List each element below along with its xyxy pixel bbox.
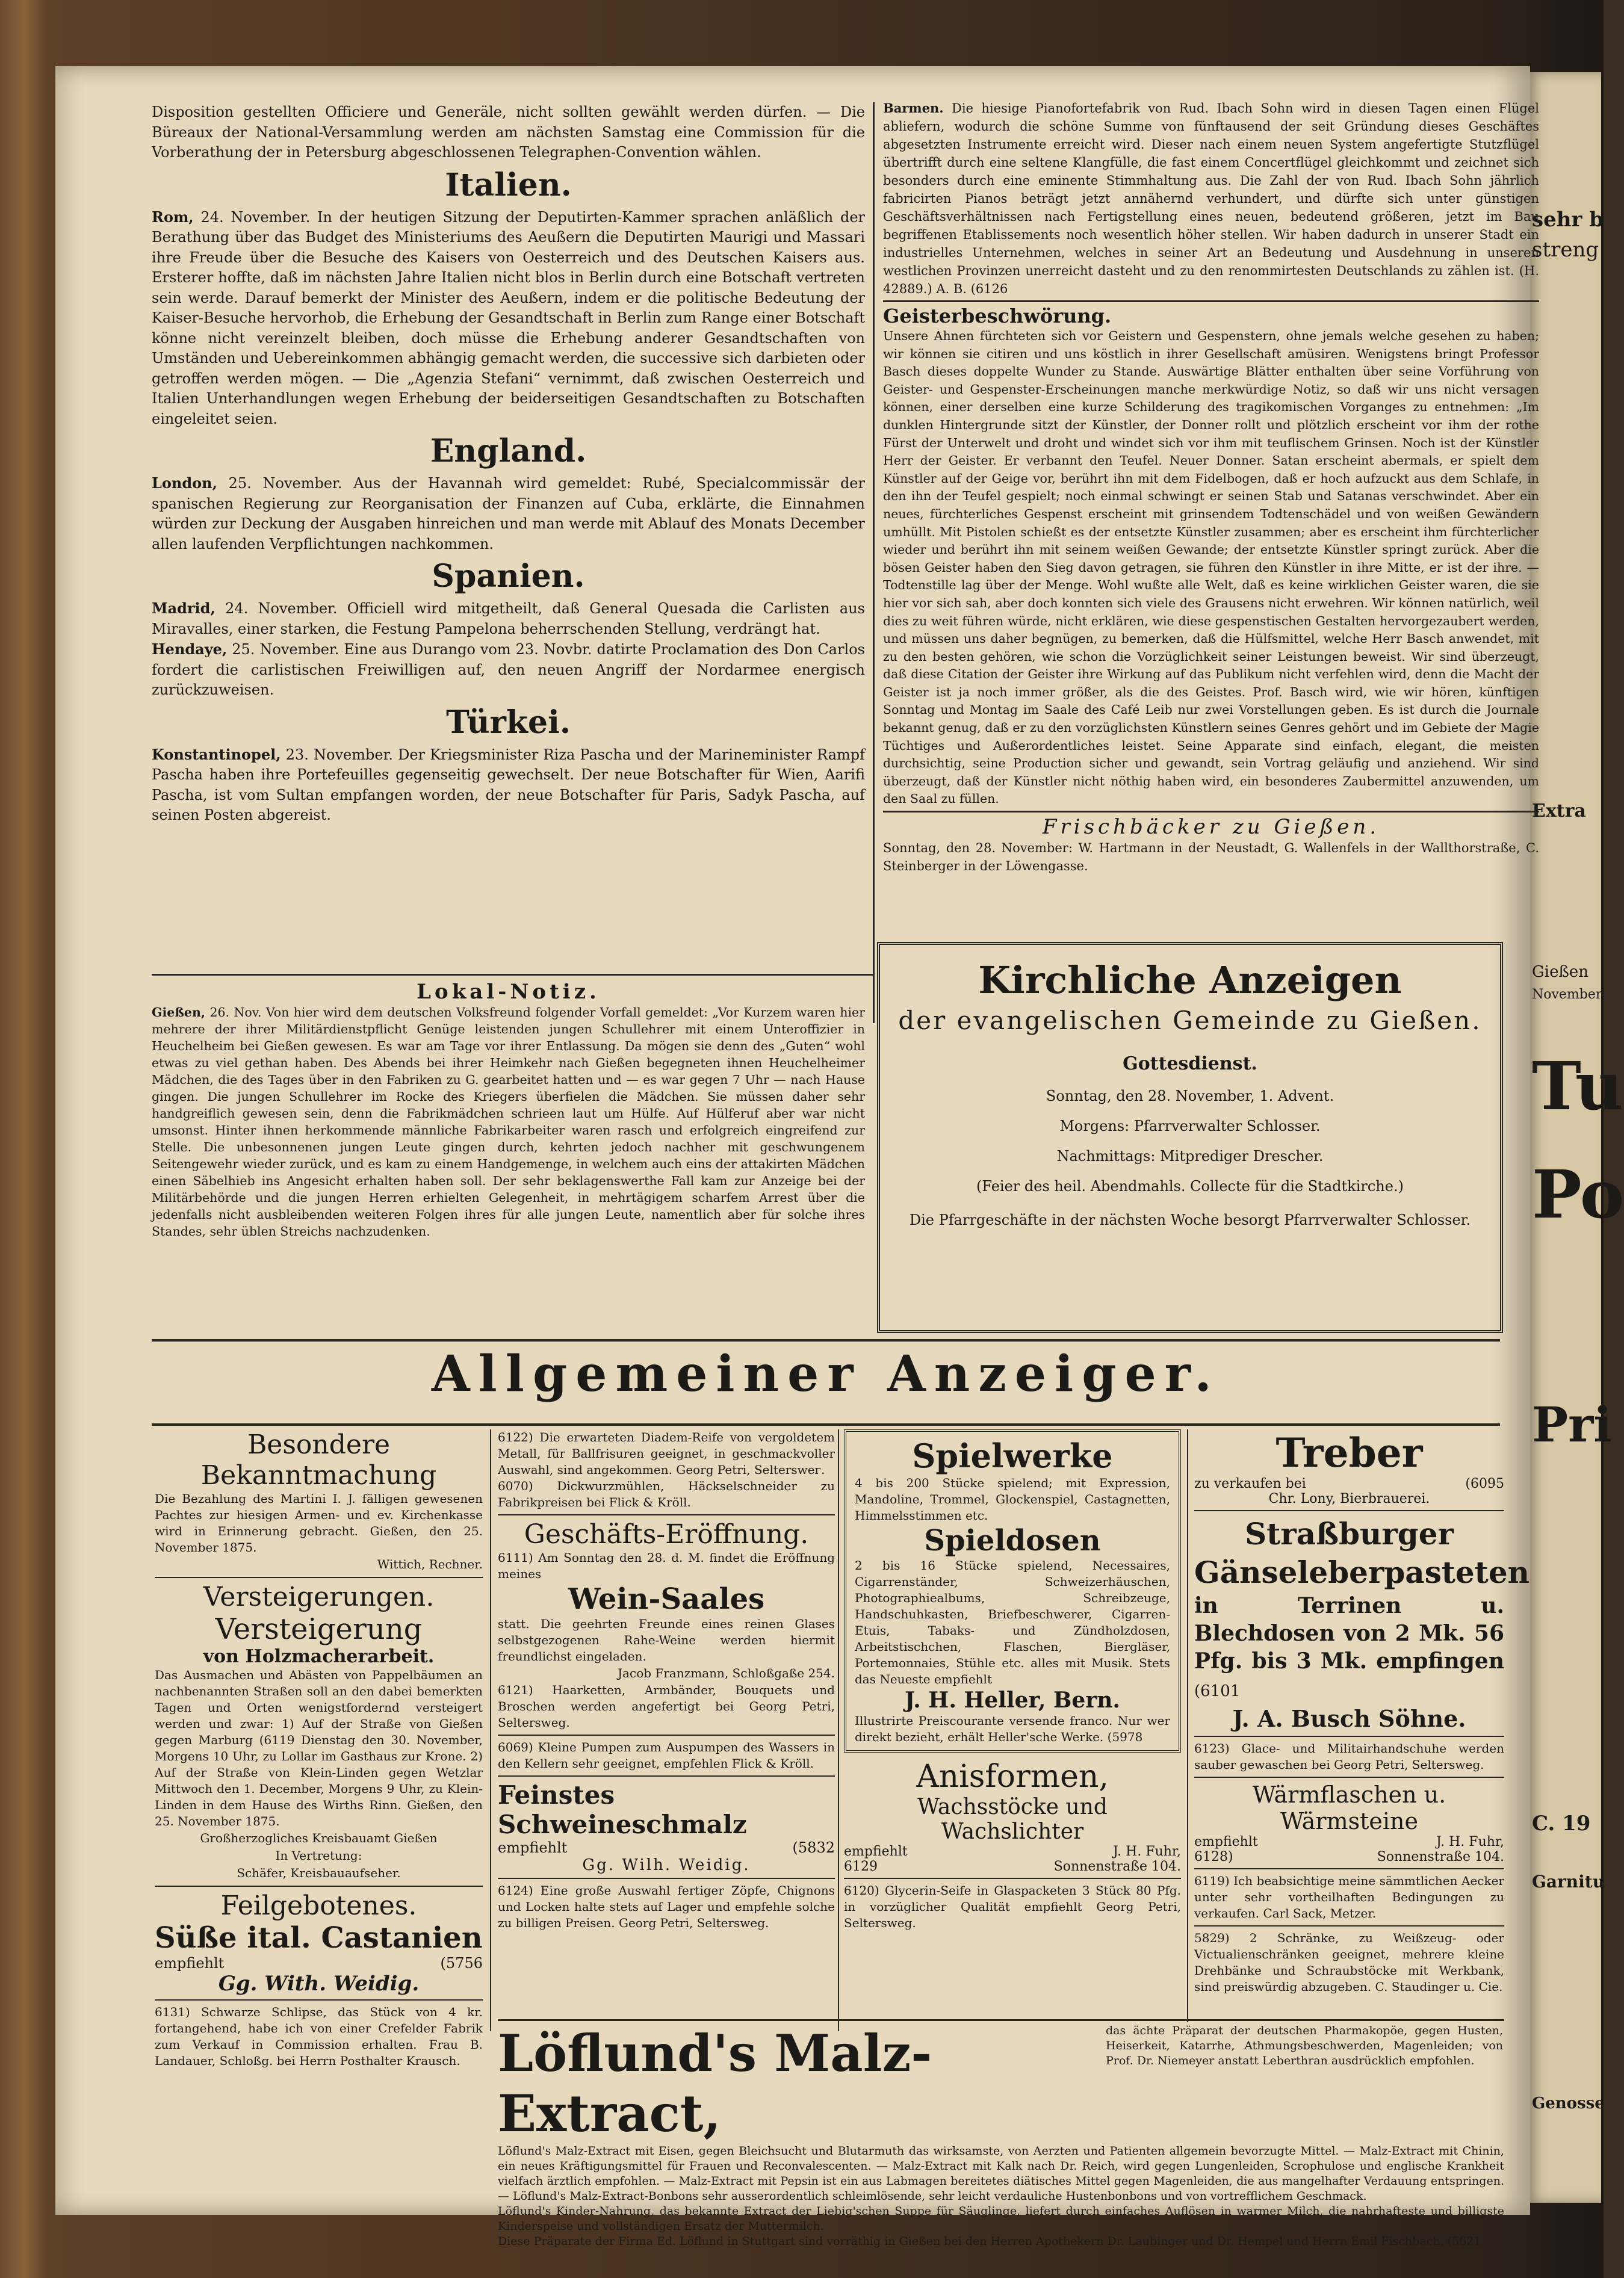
strip-text: Extra — [1532, 800, 1586, 822]
article-heading: Geisterbeschwörung. — [883, 305, 1112, 327]
ad-text: Löflund's Kinder-Nahrung, das bekannte Extract der Liebig'schen Suppe für Säuglinge, liefert durch einfaches Auflösen in warmer Milch, die nahrhafteste und billigste Kinderspeise und vollständigen Ersatz der Muttermilch. — [498, 2205, 1504, 2233]
ad-text: empfiehlt — [498, 1839, 568, 1856]
strip-text: sehr b — [1532, 208, 1604, 232]
ad-line — [1194, 1834, 1504, 1849]
ad-title: Wachsstöcke und Wachslichter — [917, 1795, 1108, 1844]
newspaper-page — [55, 66, 1539, 2248]
ads-column-3 — [844, 1429, 1181, 1931]
strip-text: November — [1532, 987, 1602, 1002]
ad-number: (6101 — [1194, 1682, 1241, 1700]
service-note: (Feier des heil. Abendmahls. Collecte für die Stadtkirche.) — [976, 1178, 1404, 1195]
ad-text: statt. Die geehrten Freunde eines reinen Glases selbstgezogenen Rahe-Weine werden hiermit freundlichst eingeladen. — [498, 1617, 835, 1664]
ad-number: 6128) — [1194, 1849, 1233, 1865]
ad-text: 6070) Dickwurzmühlen, Häckselschneider zu Fabrikpreisen bei Flick & Kröll. — [498, 1479, 835, 1509]
local-news — [152, 980, 865, 1240]
ad-text: das ächte Präparat der deutschen Pharmakopöe, gegen Husten, Heiserkeit, Katarrhe, Athmungsbeschwerden, Magenleiden; von Prof. Dr. Niemeyer anstatt Leberthran ausdrücklich empfohlen. — [1106, 2024, 1503, 2067]
ad-heading: Versteigerungen. — [203, 1582, 435, 1612]
ad-title: Wein-Saales — [568, 1582, 765, 1616]
church-subtitle: der evangelischen Gemeinde zu Gießen. — [898, 1006, 1482, 1035]
column-rule — [490, 1429, 491, 2031]
section-rule — [152, 974, 873, 976]
ad-text: 4 bis 200 Stücke spielend; mit Expression, Mandoline, Trommel, Glockenspiel, Castagnetten, Himmelsstimmen etc. — [855, 1476, 1170, 1523]
news-text: 25. November. Eine aus Durango vom 23. Novbr. datirte Proclamation des Don Carlos fordert die carlistischen Freiwilligen auf, den neuen Angriff der Nordarmee energisch zurückzuweisen. — [152, 641, 865, 698]
ad-number: (6126 — [970, 282, 1008, 296]
ad-authority: Großherzogliches Kreisbauamt Gießen — [200, 1831, 438, 1845]
ad-heading: Feilgebotenes. — [220, 1890, 417, 1921]
ad-merchant: Gg. With. Weidig. — [218, 1972, 420, 1996]
strip-text: Gießen — [1532, 963, 1588, 981]
ad-heading: Besondere Bekanntmachung — [200, 1429, 437, 1491]
lokal-heading: Lokal-Notiz. — [417, 980, 600, 1004]
ad-text: 6121) Haarketten, Armbänder, Bouquets und Broschen werden angefertigt bei Georg Petri, Seltersweg. — [498, 1683, 835, 1730]
malt-extract-ad — [498, 2023, 1504, 2249]
ad-text: 6111) Am Sonntag den 28. d. M. findet die Eröffnung meines — [498, 1550, 835, 1581]
news-text: 25. November. Aus der Havannah wird gemeldet: Rubé, Specialcommissär der spanischen Regierung zur Reorganisation der Finanzen auf Cuba, erklärte, die Einnahmen würden zur Deckung der Ausgaben hinreichen und man werde mit Ablauf des Monats December allen laufenden Verpflichtungen nachkommen. — [152, 475, 865, 552]
news-item — [883, 99, 1539, 298]
ad-title: Feinstes Schweineschmalz — [498, 1780, 747, 1839]
ad-title: Treber — [1275, 1429, 1423, 1476]
ad-number: (5621 — [1447, 2235, 1481, 2248]
ad-text: zu verkaufen bei — [1194, 1476, 1306, 1491]
ad-merchant: J. H. Heller, Bern. — [905, 1688, 1120, 1713]
ad-text: 6122) Die erwarteten Diadem-Reife von vergoldetem Metall, für Ballfrisuren geeignet, in geschmackvoller Auswahl, sind angekommen. Georg Petri, Selterswег. — [498, 1430, 835, 1477]
strip-text: streng — [1532, 238, 1599, 262]
dateline: London, — [152, 474, 217, 492]
ad-text — [855, 1713, 1170, 1745]
dateline: Rom, — [152, 208, 194, 226]
dateline: Gießen, — [152, 1005, 205, 1020]
ad-text: empfiehlt — [844, 1844, 908, 1859]
ad-title: Anisformen, — [916, 1759, 1109, 1795]
strip-text: C. 19 — [1532, 1812, 1591, 1836]
news-text: 24. November. In der heutigen Sitzung der Deputirten-Kammer sprachen anläßlich der Berathung über das Budget des Ministeriums des Aeußern die Deputirten Maurigi und Massari ihre Freude über die Besuche des Kaisers von Oesterreich und des Deutschen Kaisers aus. Ersterer hoffte, daß im nächsten Jahre Italien nicht blos in Berlin durch eine Botschaft vertreten sein werde. Darauf bemerkt der Minister des Aeußern, indem er die politische Bedeutung der Kaiser-Besuche hervorhob, die Erhebung der Gesandtschaft in Berlin zum Range einer Botschaft könne nicht vereinzelt bleiben, doch müsse die Erhebung anderer Gesandtschaften von Umständen und Uebereinkommen abhängig gemacht werden, die successive sich darbieten oder getroffen werden mögen. — Die „Agenzia Stefani“ vernimmt, daß zwischen Oesterreich und Italien Unterhandlungen wegen Erhebung der beiderseitigen Gesandtschaften zu Botschaften eingeleitet seien. — [152, 208, 865, 427]
ad-line — [844, 1859, 1181, 1874]
ad-number: (5832 — [792, 1839, 835, 1856]
signature: A. B. — [936, 282, 967, 296]
ad-text: Die Bezahlung des Martini I. J. fälligen gewesenen Pachtes zur hiesigen Armen- und ev. Kirchenkasse wird in Erinnerung gebracht. Gießen, den 25. November 1875. — [155, 1491, 483, 1555]
ad-text — [498, 2234, 1504, 2249]
right-news-column — [883, 99, 1539, 875]
ad-title: Süße ital. Castanien — [155, 1921, 483, 1955]
church-title: Kirchliche Anzeigen — [978, 958, 1402, 1002]
ad-subtitle: von Holzmacherarbeit. — [203, 1646, 435, 1667]
section-rule — [152, 1339, 1500, 1342]
section-rule — [498, 2019, 1504, 2021]
church-notice-box — [877, 942, 1503, 1333]
news-item — [152, 639, 865, 701]
ad-merchant: J. H. Fuhr, — [1113, 1844, 1181, 1859]
music-box-ad — [844, 1429, 1181, 1753]
ad-merchant: Chr. Lony, Bierbrauerei. — [1268, 1491, 1430, 1506]
ads-column-1 — [155, 1429, 483, 2069]
parish-note: Die Pfarrgeschäfte in der nächsten Woche besorgt Pfarrverwalter Schlosser. — [909, 1212, 1471, 1228]
news-item — [152, 744, 865, 826]
news-text: Die hiesige Pianofortefabrik von Rud. Ibach Sohn wird in diesen Tagen einen Flügel abliefern, wodurch die schöne Summe von fünftausend der seit Gründung dieses Geschäftes abgesetzten Instrumente erreicht wird. Dieser nach einem neuen System angefertigte Stutzflügel übertrifft durch eine seltene Klangfülle, die fast einem Concertflügel gleichkommt und zeichnet sich besonders durch eine eminente Stimmhaltung aus. Die Zahl der von Rud. Ibach Sohn jährlich fabricirten Pianos beträgt jetzt annähernd verhundert, und dürfte sich unter günstigen Geschäftsverhältnissen nach Fertigstellung eines neuen, bedeutend größeren, jetzt im Bau begriffenen Etablissements noch wesentlich höher stellen. Wir haben dadurch in unserer Stadt ein industrielles Unternehmen, welches in seiner Art an Bedeutung und Ausdehnung in unseren westlichen Provinzen unerreicht dasteht und zu den renommirtesten Deutschlands zu zählen ist. (H. 42889.) — [883, 101, 1539, 296]
news-item — [152, 598, 865, 639]
dateline: Barmen. — [883, 101, 944, 116]
ad-text: 6123) Glace- und Militairhandschuhe werden sauber gewaschen bei Georg Petri, Seltersweg. — [1194, 1741, 1504, 1772]
strip-text: Pri — [1532, 1396, 1612, 1453]
ad-text: 5829) 2 Schränke, zu Weißzeug- oder Victualienschränken geeignet, mehrere kleine Drehbänke und Schraubstöcke mit Werkbank, sind preiswürdig abzugeben. C. Staudinger u. Cie. — [1194, 1931, 1504, 1994]
service-morning: Morgens: Pfarrverwalter Schlosser. — [1059, 1118, 1321, 1134]
left-news-column — [152, 102, 865, 826]
ad-text: empfiehlt — [155, 1955, 225, 1972]
ad-line — [1194, 1849, 1504, 1865]
dateline: Hendaye, — [152, 640, 228, 658]
dateline: Konstantinopel, — [152, 745, 281, 763]
ad-signature: Wittich, Rechner. — [377, 1557, 483, 1571]
column-rule — [873, 102, 875, 1023]
ad-text: Löflund's Malz-Extract mit Eisen, gegen Bleichsucht und Blutarmuth das wirksamste, von Aerzten und Patienten allgemein bevorzugte Mittel. — Malz-Extract mit Chinin, ein neues Kräftigungsmittel für Frauen und Reconvalescenten. — Malz-Extract mit Kalk nach Dr. Reich, wird gegen Lungenleiden, Scrophulose und englische Krankheit vielfach ärztlich empfohlen. — Malz-Extract mit Pepsin ist ein aus Labmagen bereitetes diätisches Mittel gegen Magenleiden, die aus mangelhafter Verdauung entspringen. — Löflund's Malz-Extract-Bonbons sehr ausserordentlich schleimlösende, sehr leicht verdauliche Hustenbonbons und von vortrefflichem Geschmack. — [498, 2144, 1504, 2203]
lead-paragraph: Disposition gestellten Officiere und Generäle, nicht sollten gewählt werden dürfen. — Die Büreaux der National-Versammlung werden am nächsten Samstag eine Commission für die Vorberathung der in Petersburg abgeschlossenen Telegraphen-Convention wählen. — [152, 104, 865, 161]
section-heading: Italien. — [445, 166, 572, 203]
ad-text: Diese Präparate der Firma Ed. Löflund in Stuttgart sind vorräthig in Gießen bei den Herren Apothekern Dr. Laubinger und Dr. Hempel und Herrn Emil Fischbach. — [498, 2235, 1444, 2248]
ad-address: Sonnenstraße 104. — [1053, 1859, 1181, 1874]
ad-text: 6069) Kleine Pumpen zum Auspumpen des Wassers in den Kellern sehr geeignet, empfehlen Flick & Kröll. — [498, 1740, 835, 1771]
strip-text: Genosse — [1532, 2094, 1605, 2112]
ad-signature: Jacob Franzmann, Schloßgaße 254. — [618, 1666, 835, 1680]
ad-line — [844, 1844, 1181, 1859]
ad-title: Spielwerke — [912, 1437, 1113, 1475]
ad-line — [155, 1955, 483, 1972]
ad-heading: Geschäfts-Eröffnung. — [524, 1519, 809, 1550]
news-item — [152, 1004, 865, 1240]
ad-text: 6124) Eine große Auswahl fertiger Zöpfe, Chignons und Locken halte stets auf Lager und empfehle solche zu billigen Preisen. Georg Petri, Seltersweg. — [498, 1883, 835, 1930]
news-text: Sonntag, den 28. November: W. Hartmann in der Neustadt, G. Wallenfels in der Wallthorstraße, C. Steinberger in der Löwengasse. — [883, 841, 1539, 874]
column-rule — [1187, 1429, 1188, 2022]
news-item — [152, 207, 865, 430]
ad-number: (6095 — [1465, 1476, 1504, 1491]
ad-merchant: Gg. Wilh. Weidig. — [582, 1856, 751, 1874]
ad-text: empfiehlt — [1194, 1834, 1258, 1849]
dateline: Madrid, — [152, 599, 215, 617]
service-date: Sonntag, den 28. November, 1. Advent. — [1046, 1088, 1334, 1104]
news-item — [152, 473, 865, 554]
strip-text: Garnitu — [1532, 1872, 1605, 1892]
section-heading: Spanien. — [432, 558, 585, 595]
article-heading: Frischbäcker zu Gießen. — [1042, 815, 1380, 840]
ad-title: Wärmflaschen u. Wärmsteine — [1252, 1781, 1446, 1834]
section-heading: England. — [430, 433, 587, 469]
ad-text: Das Ausmachen und Abästen von Pappelbäumen an nachbenannten Straßen soll an den dabei bemerkten Tagen und Orten wenigstfordernd versteigert werden und zwar: 1) Auf der Straße von Gießen gegen Marburg (6119 Dienstag den 30. November, Morgens 10 Uhr, zu Lollar im Gasthaus zur Krone. 2) Auf der Straße von Klein-Linden gegen Wetzlar Mittwoch den 1. December, Morgens 9 Uhr, zu Klein-Linden in dem Hause des Wirths Rinn. Gießen, den 25. November 1875. — [155, 1668, 483, 1828]
ad-number: (5978 — [1107, 1730, 1143, 1744]
ad-text: 2 bis 16 Stücke spielend, Necessaires, Cigarrenständer, Schweizerhäuschen, Photographiealbums, Schreibzeuge, Handschuhkasten, Briefbeschwerer, Cigarren-Etuis, Tabaks- und Zündholzdosen, Arbeitstischchen, Flaschen, Biergläser, Portemonnaies, Stühle etc. alles mit Musik. Stets das Neueste empfiehlt — [855, 1558, 1170, 1686]
strip-text: Po — [1532, 1156, 1624, 1233]
news-text: 23. November. Der Kriegsminister Riza Pascha und der Marineminister Rampf Pascha haben ihre Portefeuilles gegenseitig gewechselt. Der neue Botschafter für Wien, Aarifi Pascha, ist vom Sultan empfangen worden, der neue Botschafter für Paris, Sadyk Pascha, auf seinen Posten abgereist. — [152, 746, 866, 823]
ad-text: in Terrinen u. Blechdosen von 2 Mk. 56 Pfg. bis 3 Mk. empfingen — [1194, 1593, 1504, 1674]
strip-text: Tu — [1532, 1047, 1623, 1125]
section-heading: Türkei. — [446, 704, 571, 741]
ad-number: 6129 — [844, 1859, 878, 1874]
ads-column-2 — [498, 1429, 835, 1931]
ad-signature: Schäfer, Kreisbauaufseher. — [237, 1866, 401, 1880]
news-text: Unsere Ahnen fürchteten sich vor Geistern und Gespenstern, ohne jemals welche gesehen zu haben; wir können sie citiren und uns köstlich in ihrer Gesellschaft amüsiren. Wenigstens bringt Professor Basch dieses doppelte Wunder zu Stande. Auswärtige Blätter enthalten über seine Vorführung von Geister- und Gespenster-Erscheinungen manche merkwürdige Notiz, so daß wir uns nicht versagen können, einer derselben eine kurze Schilderung des tragikomischen Vorganges zu entnehmen: „Im dunklen Hintergrunde sitzt der Künstler, der Donner rollt und plötzlich erscheint vor ihm der rothe Fürst der Unterwelt und droht und windet sich vor ihm mit teuflischem Grinsen. Noch ist der Künstler Herr der Geister. Er verbannt den Teufel. Neuer Donner. Satan erscheint abermals, er spielt dem Künstler auf der Geige vor, berührt ihn mit dem Fidelbogen, daß er hoch aufzuckt aus dem Schlafe, in den ihn der Teufel gespielt; noch einmal schwingt er seinen Stab und Satanas verschwindet. Aber ein neues, fürchterliches Gespenst erscheint mit grinsendem Todtenschädel und von weißen Gewändern umhüllt. Mit Pistolen schießt es der entsetzte Künstler zusammen; aber es erscheint ihm fürchterlicher wieder und berührt ihn mit seinem weißen Gewande; der entsetzte Künstler springt zurück. Aber die bösen Geister haben den Sieg davon getragen, sie führen den Künstler in ihre Mitte, er ist der ihre. — Todtenstille lag über der Menge. Wohl wußte alle Welt, daß es keine wirklichen Geister waren, die sie hier vor sich sah, aber doch konnten sich viele des Grausens nicht erwehren. Wir können natürlich, weil dies zu weit führen würde, nicht erklären, wie diese gespenstischen Gestalten hervorgezaubert werden, und müssen uns daher begnügen, zu bemerken, daß die Hülfsmittel, welche Herr Basch anwendet, mit zu den besten gehören, wie schon die Vorzüglichkeit seiner Leistungen beweist. Wir sind überzeugt, daß diese Citation der Geister ihre Wirkung auf das Publikum nicht verfehlen wird, denn die Macht der Geister ist ja noch immer größer, als die des Geistes. Prof. Basch wird, wie wir hören, künftigen Sonntag und Montag im Saale des Café Leib nur zwei Vorstellungen geben. Es ist durch die Journale bekannt genug, daß er zu den vorzüglichsten Künstlern seines Genres gehört und im Gebiete der Magie Tüchtiges und Außerordentliches leistet. Seine Apparate sind einfach, elegant, die meisten durchsichtig, seine Production sicher und gewandt, sein Vortrag geläufig und anziehend. Wir sind überzeugt, daß der Künstler nicht nöthig haben wird, ein besonderes Zaubermittel anzuwenden, um den Saal zu füllen. — [883, 329, 1539, 806]
ad-text: 6119) Ich beabsichtige meine sämmtlichen Aecker unter sehr vortheilhaften Bedingungen zu verkaufen. Carl Sack, Metzer. — [1194, 1874, 1504, 1921]
ad-merchant: J. A. Busch Söhne. — [1232, 1705, 1466, 1732]
ad-line — [1194, 1476, 1504, 1491]
service-heading: Gottesdienst. — [1123, 1053, 1257, 1074]
ad-title: Versteigerung — [215, 1612, 423, 1646]
news-text: 26. Nov. Von hier wird dem deutschen Volksfreund folgender Vorfall gemeldet: „Vor Kurzem waren hier mehrere der ihrer Militärdienstpflicht Genüge leistenden jungen Schullehrer mit einem Unteroffizier in Heuchelheim bei Gießen gewesen. Es war am Tage vor ihrer Entlassung. Da mögen sie denn des „Guten“ wohl etwas zu viel gethan haben. Des Abends bei ihrer Heimkehr nach Gießen begegneten ihnen Heuchelheimer Mädchen, die des Tages über in den Fabriken zu G. gearbeitet hatten und — es war gegen 7 Uhr — nach Hause gingen. Die jungen Schullehrer im Rocke des Kriegers überfielen die Mädchen. Sie müssen daher sehr handgreiflich gewesen sein, denn die Fabrikmädchen schrieen laut um Hülfe. Auf Hülferuf aber war nicht umsonst. Hinter ihnen herkommende männliche Fabrikarbeiter waren rasch und erfolgreich eingreifend zur Stelle. Die unbesonnenen jungen Leute gingen durch, kehrten jedoch nachher mit geschwungenem Seitengewehr wieder zurück, und es kam zu einem Handgemenge, in welchem auch eins der attakirten Mädchen einen Säbelhieb ins Angesicht erhalten haben soll. Der sehr beklagenswerthe Fall kam zur Anzeige bei der Militärbehörde und die jungen Herren erhielten Gelegenheit, in mehrtägigem scharfem Arrest über die jedenfalls nicht ausbleibenden weiteren Folgen ihres für alle jungen Leute, namentlich aber für solche ihres Standes, sehr üblen Streichs nachzudenken. — [152, 1005, 865, 1239]
ads-column-4 — [1194, 1429, 1530, 1995]
ad-authority: In Vertretung: — [275, 1848, 362, 1863]
ad-title: Löflund's Malz-Extract, — [498, 2023, 932, 2143]
ad-title: Straßburger Gänseleberpasteten — [1194, 1516, 1530, 1590]
advertiser-title: Allgemeiner Anzeiger. — [432, 1345, 1220, 1403]
news-text: 24. November. Officiell wird mitgetheilt, daß General Quesada die Carlisten aus Miravalles, einer starken, die Festung Pampelona beherrschenden Stellung, verdrängt hat. — [152, 600, 865, 637]
ad-text: 6131) Schwarze Schlipse, das Stück von 4 kr. fortangehend, habe ich von einer Crefelder Fabrik zum Verkauf in Commission erhalten. Frau B. Landauer, Schloßg. bei Herrn Posthalter Krausch. — [155, 2005, 483, 2068]
service-afternoon: Nachmittags: Mitprediger Drescher. — [1056, 1148, 1324, 1165]
ad-merchant: J. H. Fuhr, — [1436, 1834, 1504, 1849]
ad-text: Illustrirte Preiscourante versende franco. Nur wer direkt bezieht, erhält Heller'sche Werke. — [855, 1713, 1170, 1744]
ad-line — [498, 1839, 835, 1856]
column-rule — [838, 1429, 839, 2031]
ad-address: Sonnenstraße 104. — [1377, 1849, 1504, 1865]
ad-text: 6120) Glycerin-Seife in Glaspacketen 3 Stück 80 Pfg. in vorzüglicher Qualität empfiehlt Georg Petri, Seltersweg. — [844, 1883, 1181, 1930]
ad-text — [1194, 1592, 1504, 1705]
section-rule — [152, 1423, 1500, 1426]
ad-number: (5756 — [440, 1955, 483, 1972]
ad-title: Spieldosen — [924, 1524, 1101, 1558]
